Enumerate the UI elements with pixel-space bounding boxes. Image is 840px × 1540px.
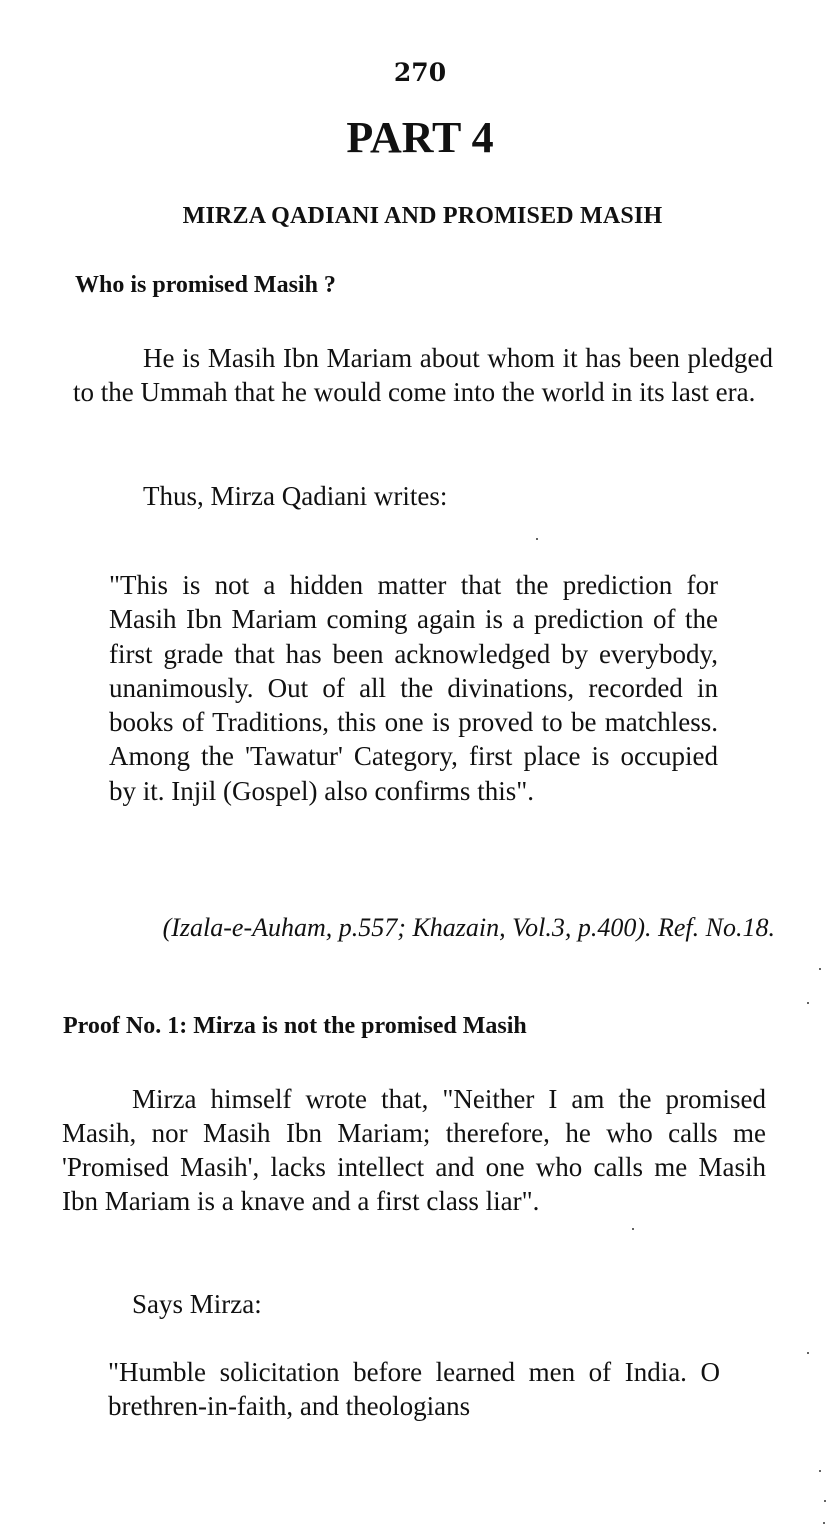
chapter-title: MIRZA QADIANI AND PROMISED MASIH bbox=[182, 203, 663, 229]
scan-speck bbox=[536, 538, 538, 540]
paragraph-mirza-statement: Mirza himself wrote that, "Neither I am the promised Masih, nor Masih Ibn Mariam; therefore, he who calls me 'Promised Masih', lacks intellect and one who calls me Masih Ibn Mariam is a knave and a first class liar". bbox=[62, 1084, 766, 1216]
block-quote-prediction: "This is not a hidden matter that the prediction for Masih Ibn Mariam coming again is a prediction of the first grade that has been acknowledged by everybody, unanimously. Out of all the divinations, recorded in books of Traditions, this one is proved to be matchless. Among the 'Tawatur' Category, first place is occupied by it. Injil (Gospel) also confirms this". bbox=[109, 570, 718, 806]
says-mirza-line: Says Mirza: bbox=[132, 1289, 262, 1319]
scan-speck bbox=[632, 1228, 634, 1230]
block-quote-humble-solicitation: "Humble solicitation before learned men of India. O brethren-in-faith, and theologians bbox=[108, 1357, 720, 1422]
scan-speck bbox=[807, 1352, 809, 1354]
citation-reference: (Izala-e-Auham, p.557; Khazain, Vol.3, p.400). Ref. No.18. bbox=[162, 913, 775, 942]
quote-intro-line: Thus, Mirza Qadiani writes: bbox=[143, 481, 448, 511]
scan-speck bbox=[807, 1002, 809, 1004]
part-title: PART 4 bbox=[346, 113, 494, 162]
section-heading-who-is-promised-masih: Who is promised Masih ? bbox=[75, 272, 336, 298]
scan-speck bbox=[819, 968, 821, 970]
scan-speck bbox=[819, 1470, 821, 1472]
page-number: 270 bbox=[393, 58, 447, 87]
scan-speck bbox=[824, 1500, 826, 1502]
section-heading-proof-no-1: Proof No. 1: Mirza is not the promised Masih bbox=[63, 1013, 527, 1039]
scan-speck bbox=[823, 1522, 825, 1524]
paragraph-promised-masih-definition: He is Masih Ibn Mariam about whom it has been pledged to the Ummah that he would come into the world in its last era. bbox=[73, 343, 773, 407]
